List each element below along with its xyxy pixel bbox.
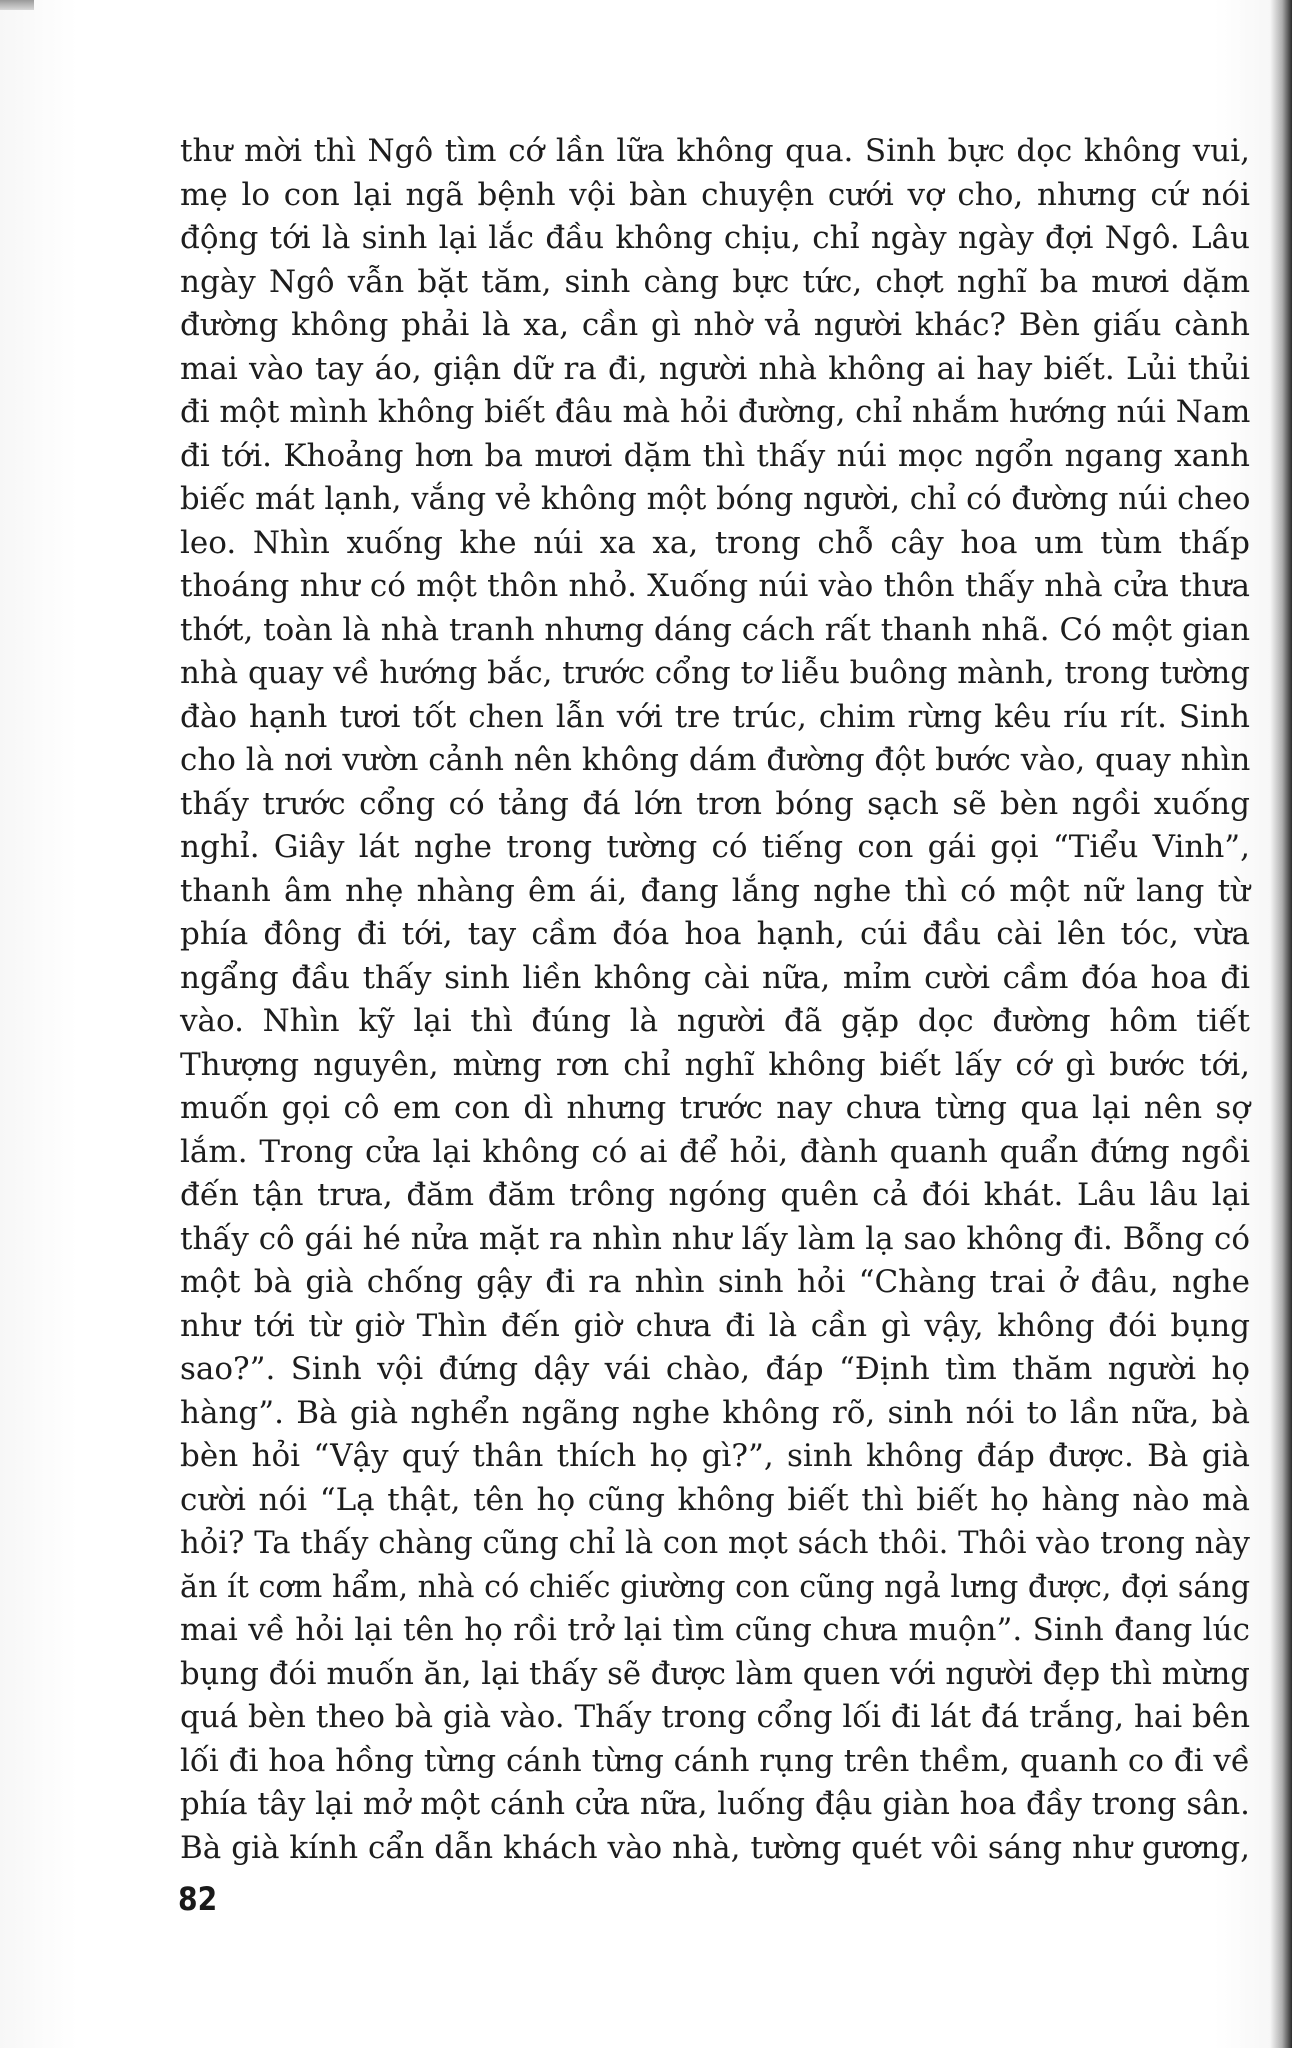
text-line: mẹ lo con lại ngã bệnh vội bàn chuyện cưới vợ cho, nhưng cứ nói — [180, 176, 1250, 213]
text-line: nghỉ. Giây lát nghe trong tường có tiếng con gái gọi “Tiểu Vinh”, — [180, 829, 1250, 865]
text-line: Thượng nguyên, mừng rơn chỉ nghĩ không biết lấy cớ gì bước tới, — [180, 1046, 1250, 1083]
text-line: mai về hỏi lại tên họ rồi trở lại tìm cũng chưa muộn”. Sinh đang lúc — [180, 1612, 1250, 1648]
text-line: quá bèn theo bà già vào. Thấy trong cổng lối đi lát đá trắng, hai bên — [180, 1699, 1250, 1735]
text-line: hỏi? Ta thấy chàng cũng chỉ là con mọt sách thôi. Thôi vào trong này — [180, 1525, 1250, 1561]
text-line: động tới là sinh lại lắc đầu không chịu, chỉ ngày ngày đợi Ngô. Lâu — [180, 220, 1250, 256]
text-line: đào hạnh tươi tốt chen lẫn với tre trúc, chim rừng kêu ríu rít. Sinh — [180, 698, 1250, 735]
text-line: leo. Nhìn xuống khe núi xa xa, trong chỗ cây hoa um tùm thấp — [180, 524, 1250, 561]
text-line: như tới từ giờ Thìn đến giờ chưa đi là cần gì vậy, không đói bụng — [180, 1307, 1250, 1344]
text-line: biếc mát lạnh, vắng vẻ không một bóng người, chỉ có đường núi cheo — [180, 481, 1251, 517]
text-line: phía tây lại mở một cánh cửa nữa, luống đậu giàn hoa đầy trong sân. — [180, 1786, 1250, 1822]
text-line: hàng”. Bà già nghển ngãng nghe không rõ, sinh nói to lần nữa, bà — [180, 1394, 1250, 1431]
text-line: phía đông đi tới, tay cầm đóa hoa hạnh, cúi đầu cài lên tóc, vừa — [180, 916, 1250, 952]
book-binding-edge — [1270, 0, 1292, 2048]
text-line: cho là nơi vườn cảnh nên không dám đường đột bước vào, quay nhìn — [180, 742, 1251, 778]
text-line: vào. Nhìn kỹ lại thì đúng là người đã gặp dọc đường hôm tiết — [180, 1003, 1250, 1039]
text-line: thấy cô gái hé nửa mặt ra nhìn như lấy làm lạ sao không đi. Bỗng có — [180, 1220, 1251, 1257]
text-line: thoáng như có một thôn nhỏ. Xuống núi vào thôn thấy nhà cửa thưa — [180, 568, 1250, 604]
text-line: bụng đói muốn ăn, lại thấy sẽ được làm quen với người đẹp thì mừng — [180, 1655, 1250, 1692]
text-line: nhà quay về hướng bắc, trước cổng tơ liễu buông mành, trong tường — [180, 655, 1250, 691]
text-line: mai vào tay áo, giận dữ ra đi, người nhà không ai hay biết. Lủi thủi — [180, 350, 1250, 387]
text-line: thớt, toàn là nhà tranh nhưng dáng cách rất thanh nhã. Có một gian — [180, 611, 1251, 648]
text-line: cười nói “Lạ thật, tên họ cũng không biết thì biết họ hàng nào mà — [180, 1481, 1250, 1518]
text-line: lắm. Trong cửa lại không có ai để hỏi, đành quanh quẩn đứng ngồi — [180, 1133, 1250, 1170]
text-line: đến tận trưa, đăm đăm trông ngóng quên cả đói khát. Lâu lâu lại — [180, 1177, 1250, 1213]
text-line: thanh âm nhẹ nhàng êm ái, đang lắng nghe thì có một nữ lang từ — [180, 872, 1250, 909]
text-line: thấy trước cổng có tảng đá lớn trơn bóng sạch sẽ bèn ngồi xuống — [180, 785, 1250, 822]
text-line: sao?”. Sinh vội đứng dậy vái chào, đáp “Định tìm thăm người họ — [180, 1351, 1250, 1387]
text-line: ngẩng đầu thấy sinh liền không cài nữa, mỉm cười cầm đóa hoa đi — [180, 959, 1250, 996]
text-line: Bà già kính cẩn dẫn khách vào nhà, tường quét vôi sáng như gương, — [180, 1829, 1250, 1866]
text-line: đường không phải là xa, cần gì nhờ vả người khác? Bèn giấu cành — [180, 307, 1250, 343]
page-number: 82 — [178, 1880, 218, 1918]
text-line: đi tới. Khoảng hơn ba mươi dặm thì thấy núi mọc ngổn ngang xanh — [180, 437, 1250, 474]
text-line: một bà già chống gậy đi ra nhìn sinh hỏi “Chàng trai ở đâu, nghe — [180, 1264, 1250, 1300]
text-line: đi một mình không biết đâu mà hỏi đường, chỉ nhắm hướng núi Nam — [180, 394, 1251, 430]
text-line: muốn gọi cô em con dì nhưng trước nay chưa từng qua lại nên sợ — [180, 1090, 1250, 1126]
page-corner-mark — [0, 0, 34, 10]
text-line: bèn hỏi “Vậy quý thân thích họ gì?”, sinh không đáp được. Bà già — [180, 1438, 1250, 1474]
body-text — [180, 130, 1250, 1870]
text-line: ngày Ngô vẫn bặt tăm, sinh càng bực tức, chợt nghĩ ba mươi dặm — [180, 263, 1250, 300]
text-line: ăn ít cơm hẩm, nhà có chiếc giường con cũng ngả lưng được, đợi sáng — [180, 1568, 1251, 1605]
text-line: lối đi hoa hồng từng cánh từng cánh rụng trên thềm, quanh co đi về — [180, 1742, 1250, 1779]
text-line: thư mời thì Ngô tìm cớ lần lữa không qua. Sinh bực dọc không vui, — [180, 133, 1250, 169]
